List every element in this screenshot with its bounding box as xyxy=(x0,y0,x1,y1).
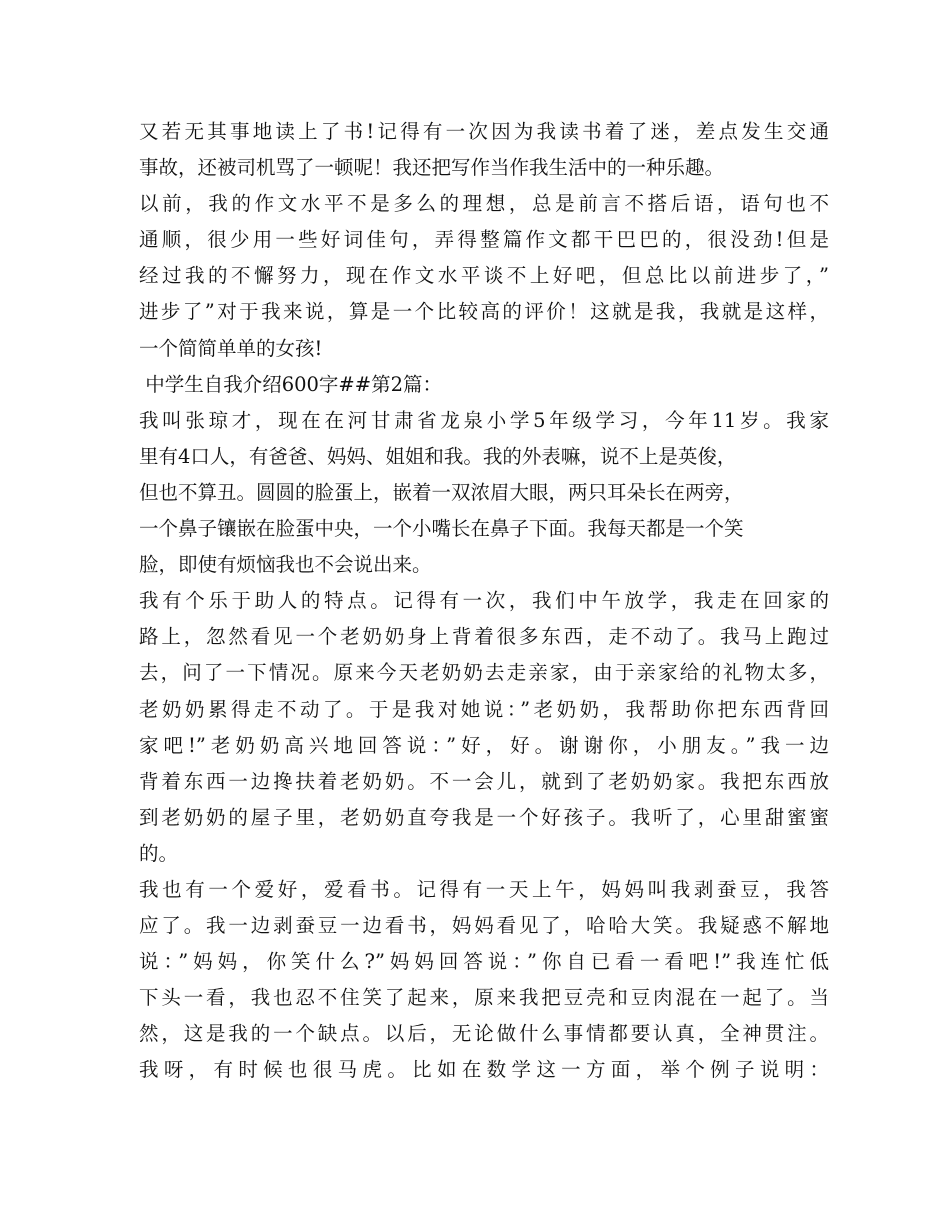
text-line-6: 进步了”对于我来说，算是一个比较高的评价！这就是我，我就是这样， xyxy=(139,300,829,324)
text-line-12: 一个鼻子镶嵌在脸蛋中央，一个小嘴长在鼻子下面。我每天都是一个笑 xyxy=(139,517,744,541)
text-line-4: 通顺，很少用一些好词佳句，弄得整篇作文都干巴巴的，很没劲!但是 xyxy=(139,228,829,252)
text-line-7: 一个简简单单的女孩! xyxy=(139,336,323,360)
text-line-27: 我呀，有时候也很马虎。比如在数学这一方面，举个例子说明： xyxy=(139,1058,829,1082)
text-line-2: 事故，还被司机骂了一顿呢！我还把写作当作我生活中的一种乐趣。 xyxy=(139,156,725,180)
text-line-16: 去，问了一下情况。原来今天老奶奶去走亲家，由于亲家给的礼物太多， xyxy=(139,661,829,685)
text-line-14: 我有个乐于助人的特点。记得有一次，我们中午放学，我走在回家的 xyxy=(139,589,829,613)
document-body xyxy=(139,114,829,1089)
text-line-17: 老奶奶累得走不动了。于是我对她说：”老奶奶，我帮助你把东西背回 xyxy=(139,697,829,721)
text-line-19: 背着东西一边搀扶着老奶奶。不一会儿，就到了老奶奶家。我把东西放 xyxy=(139,769,829,793)
text-line-26: 然，这是我的一个缺点。以后，无论做什么事情都要认真，全神贯注。 xyxy=(139,1022,829,1046)
text-line-21: 的。 xyxy=(139,841,179,865)
text-line-15: 路上，忽然看见一个老奶奶身上背着很多东西，走不动了。我马上跑过 xyxy=(139,625,829,649)
text-line-5: 经过我的不懈努力，现在作文水平谈不上好吧，但总比以前进步了，” xyxy=(139,264,829,288)
text-line-20: 到老奶奶的屋子里，老奶奶直夸我是一个好孩子。我听了，心里甜蜜蜜 xyxy=(139,805,829,829)
text-line-23: 应了。我一边剥蚕豆一边看书，妈妈看见了，哈哈大笑。我疑惑不解地 xyxy=(139,914,829,938)
text-line-25: 下头一看，我也忍不住笑了起来，原来我把豆壳和豆肉混在一起了。当 xyxy=(139,986,829,1010)
text-line-13: 脸，即使有烦恼我也不会说出来。 xyxy=(139,553,432,577)
text-line-1: 又若无其事地读上了书!记得有一次因为我读书着了迷，差点发生交通 xyxy=(139,120,829,143)
text-line-22: 我也有一个爱好，爱看书。记得有一天上午，妈妈叫我剥蚕豆，我答 xyxy=(139,877,829,901)
text-line-10: 里有4口人，有爸爸、妈妈、姐姐和我。我的外表嘛，说不上是英俊， xyxy=(139,444,737,468)
text-line-24: 说：”妈妈，你笑什么?”妈妈回答说：”你自已看一看吧!”我连忙低 xyxy=(139,950,829,974)
text-line-11: 但也不算丑。圆圆的脸蛋上，嵌着一双浓眉大眼，两只耳朵长在两旁， xyxy=(139,480,744,504)
text-line-3: 以前，我的作文水平不是多么的理想，总是前言不搭后语，语句也不 xyxy=(139,192,829,216)
section-heading: 中学生自我介绍600字##第2篇： xyxy=(139,372,443,396)
text-line-9: 我叫张琼才，现在在河甘肃省龙泉小学5年级学习，今年11岁。我家 xyxy=(139,408,829,432)
text-line-18: 家吧!”老奶奶高兴地回答说：”好，好。谢谢你，小朋友。”我一边 xyxy=(139,733,829,757)
